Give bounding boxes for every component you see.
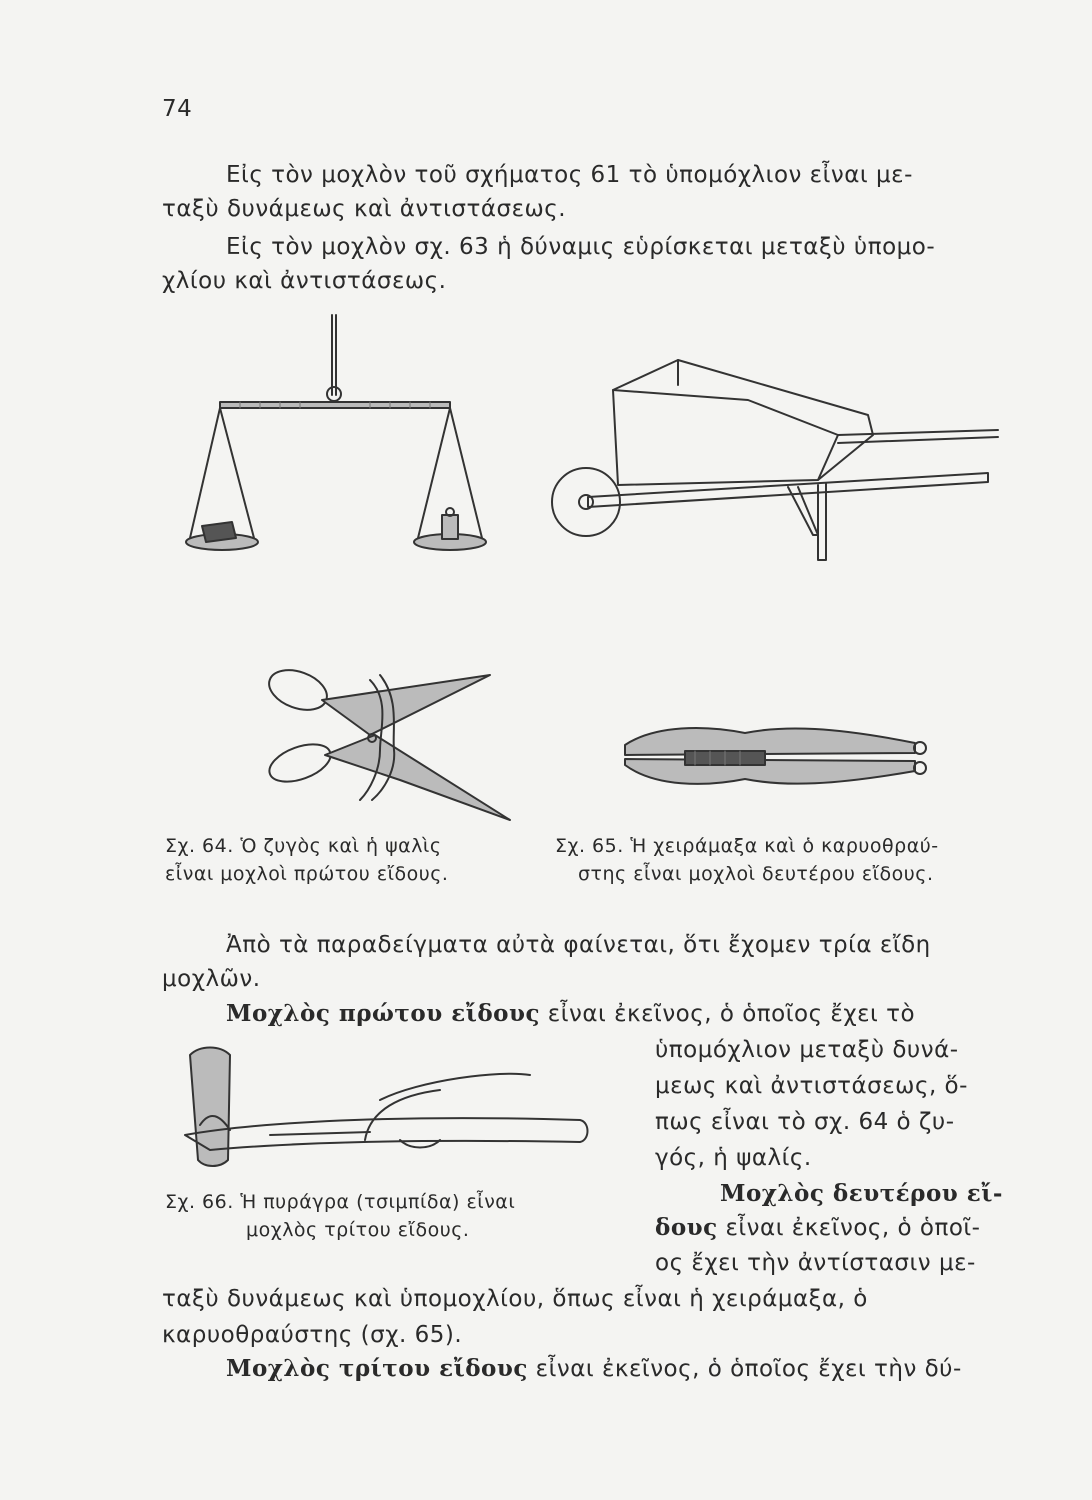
wheelbarrow-illustration [548,355,1008,565]
third-kind-term: Μοχλὸς τρίτου εἴδους [226,1355,528,1382]
second-kind-line-3: ος ἔχει τὴν ἀντίστασιν με- [655,1250,976,1276]
intro-line-3: Εἰς τὸν μοχλὸν σχ. 63 ἡ δύναμις εὑρίσκεται μεταξὺ ὑπομο- [226,234,936,260]
page-number: 74 [162,96,193,122]
fig66-caption-line-1: Σχ. 66. Ἡ πυράγρα (τσιμπίδα) εἶναι [165,1191,516,1213]
fig65-caption-line-1: Σχ. 65. Ἡ χειράμαξα καὶ ὁ καρυοθραύ- [555,835,939,857]
first-kind-rest: εἶναι ἐκεῖνος, ὁ ὁποῖος ἔχει τὸ [547,1001,916,1027]
first-kind-line [226,997,915,1031]
fig64-caption-line-1: Σχ. 64. Ὁ ζυγὸς καὶ ἡ ψαλὶς [165,835,442,857]
fig65-caption-line-2: στης εἶναι μοχλοὶ δευτέρου εἴδους. [578,863,934,885]
intro-line-1: Εἰς τὸν μοχλὸν τοῦ σχήματος 61 τὸ ὑπομόχλιον εἶναι με- [226,162,913,188]
balance-scale-illustration [180,310,500,560]
body-p1-line-1: Ἀπὸ τὰ παραδείγματα αὐτὰ φαίνεται, ὅτι ἔχομεν τρία εἴδη [226,932,931,958]
fig64-caption-line-2: εἶναι μοχλοὶ πρώτου εἴδους. [165,863,449,885]
fig66-caption-line-2: μοχλὸς τρίτου εἴδους. [246,1219,470,1241]
second-kind-line-2 [655,1211,980,1245]
intro-line-4: χλίου καὶ ἀντιστάσεως. [162,268,447,294]
body-p1-line-2: μοχλῶν. [162,966,261,992]
first-kind-line-4: πως εἶναι τὸ σχ. 64 ὁ ζυ- [655,1109,955,1135]
first-kind-term: Μοχλὸς πρώτου εἴδους [226,1000,540,1027]
scissors-illustration [260,660,520,830]
second-kind-rest: εἶναι ἐκεῖνος, ὁ ὁποῖ- [725,1215,981,1241]
third-kind-line [226,1352,962,1386]
second-kind-term-2: δους [655,1214,718,1241]
first-kind-line-5: γός, ἡ ψαλίς. [655,1145,812,1171]
first-kind-line-2: ὑπομόχλιον μεταξὺ δυνά- [655,1037,959,1063]
second-kind-term-1: Μοχλὸς δευτέρου εἴ- [720,1180,1003,1207]
second-kind-line-5: καρυοθραύστης (σχ. 65). [162,1322,463,1348]
tongs-illustration [170,1040,620,1170]
third-kind-rest: εἶναι ἐκεῖνος, ὁ ὁποῖος ἔχει τὴν δύ- [535,1356,962,1382]
second-kind-line-4: ταξὺ δυνάμεως καὶ ὑπομοχλίου, ὅπως εἶναι ἡ χειράμαξα, ὁ [162,1286,868,1312]
first-kind-line-3: μεως καὶ ἀντιστάσεως, ὅ- [655,1073,968,1099]
intro-line-2: ταξὺ δυνάμεως καὶ ἀντιστάσεως. [162,196,567,222]
nutcracker-illustration [615,715,935,810]
